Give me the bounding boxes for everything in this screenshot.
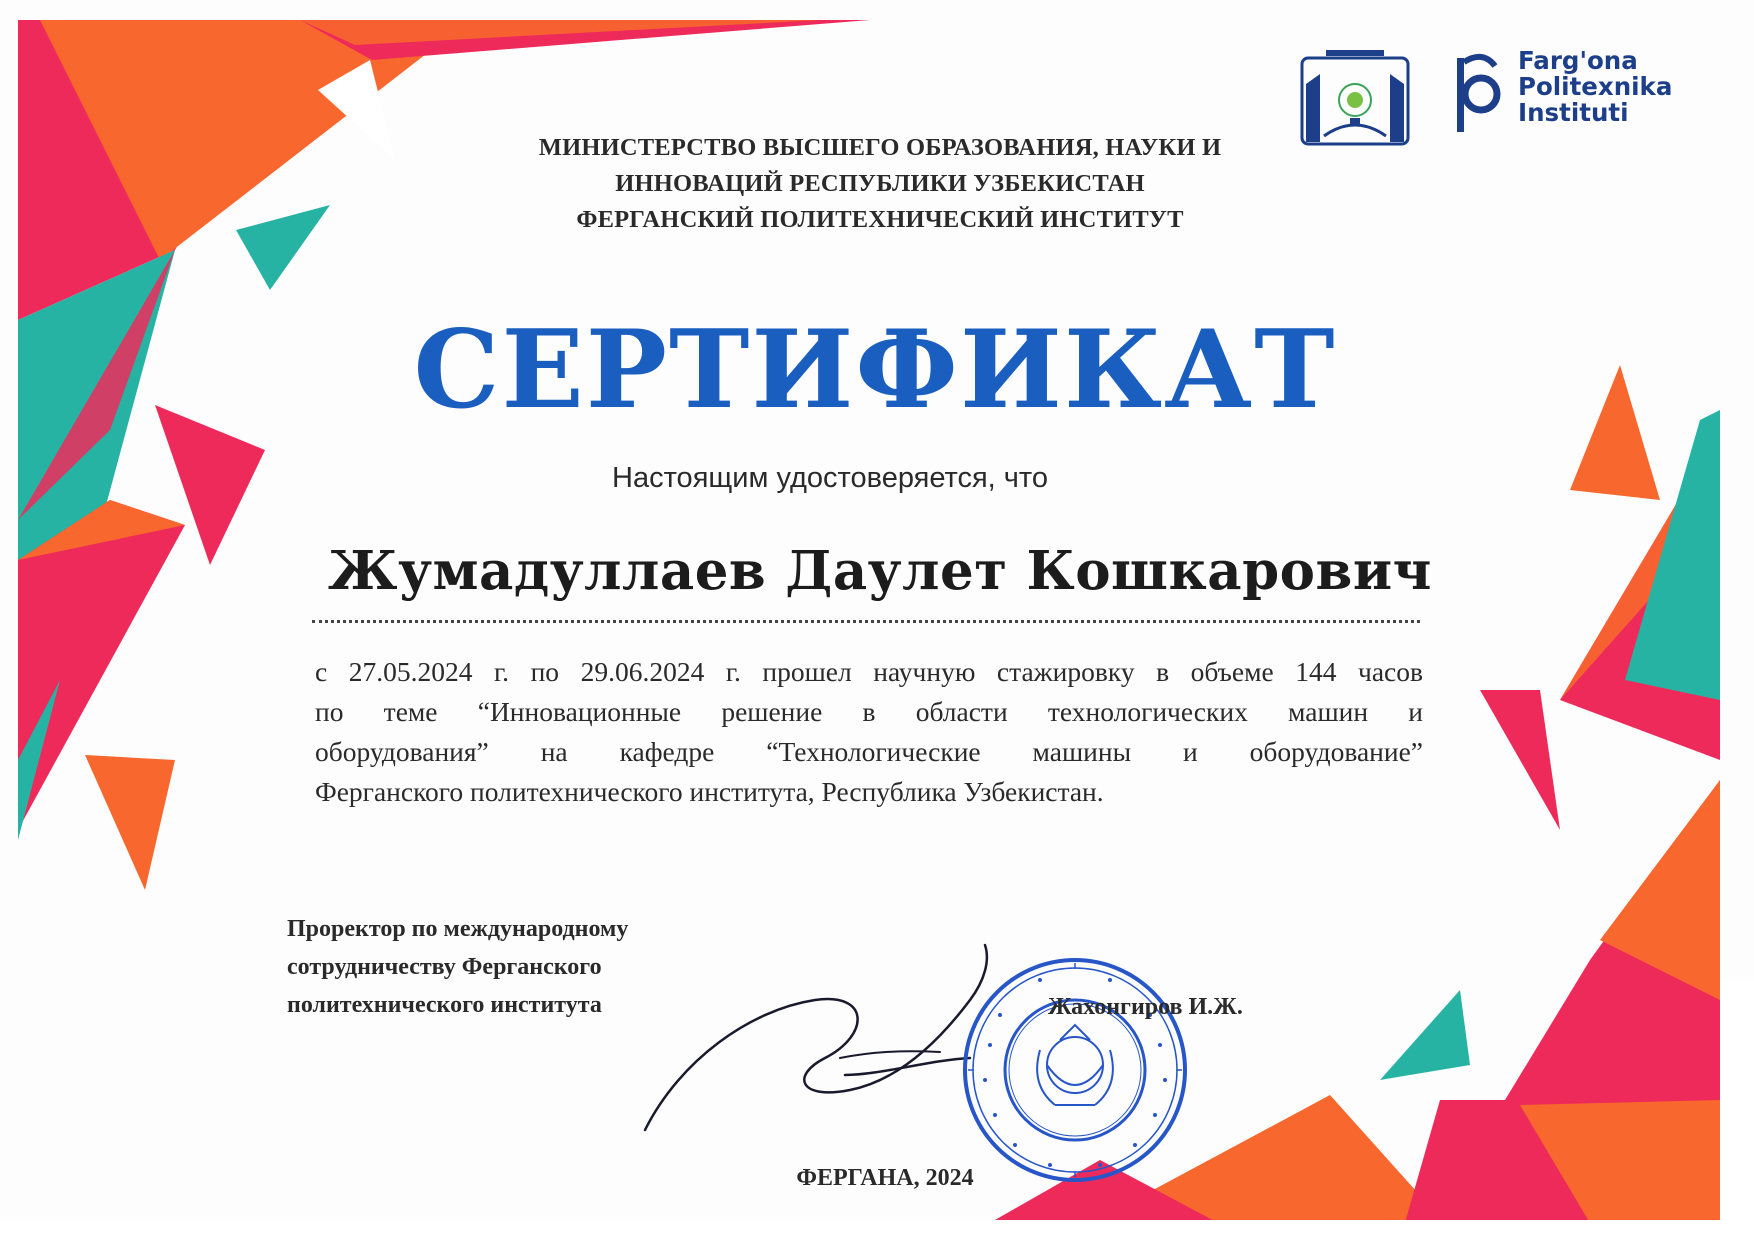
body-line: Ферганского политехнического института, Республика Узбекистан. [315,776,1104,807]
dotted-divider [312,620,1420,623]
bg-shape [236,205,330,290]
header-line: МИНИСТЕРСТВО ВЫСШЕГО ОБРАЗОВАНИЯ, НАУКИ И [538,134,1222,161]
header-line: ИННОВАЦИЙ РЕСПУБЛИКИ УЗБЕКИСТАН [615,170,1145,197]
official-seal-icon [960,955,1190,1185]
fp-logo-icon [1455,48,1503,134]
bg-shape [0,1220,1754,1240]
signer-name: Жахонгиров И.Ж. [1048,994,1243,1020]
body-line: по теме “Инновационные решение в области технологических машин и [315,696,1423,727]
body-line: с 27.05.2024 г. по 29.06.2024 г. прошел научную стажировку в объеме 144 часов [315,656,1423,687]
certificate-body [315,652,1423,812]
signer-title-line: Проректор по международному [287,916,629,942]
signer-title-line: сотрудничеству Ферганского [287,954,602,980]
bg-shape [1720,980,1754,1240]
bg-shape [1480,690,1560,830]
intro-text: Настоящим удостоверяется, что [612,462,1048,494]
bg-shape [1570,365,1660,500]
bg-shape [85,755,175,890]
certificate-header [380,130,1380,238]
place-and-year: ФЕРГАНА, 2024 [796,1165,974,1191]
header-line: ФЕРГАНСКИЙ ПОЛИТЕХНИЧЕСКИЙ ИНСТИТУТ [576,206,1184,233]
institute-logo-line: Farg'ona [1518,46,1638,75]
certificate-title: СЕРТИФИКАТ [413,307,1337,433]
institute-logo-line: Instituti [1518,98,1629,127]
bg-shape [1380,990,1470,1080]
institute-logo-line: Politexnika [1518,72,1673,101]
signer-title-line: политехнического института [287,992,602,1018]
institute-logo-text [1518,48,1718,126]
recipient-name: Жумадуллаев Даулет Кошкарович [328,540,1432,602]
body-line: оборудования” на кафедре “Технологические машины и оборудование” [315,736,1423,767]
